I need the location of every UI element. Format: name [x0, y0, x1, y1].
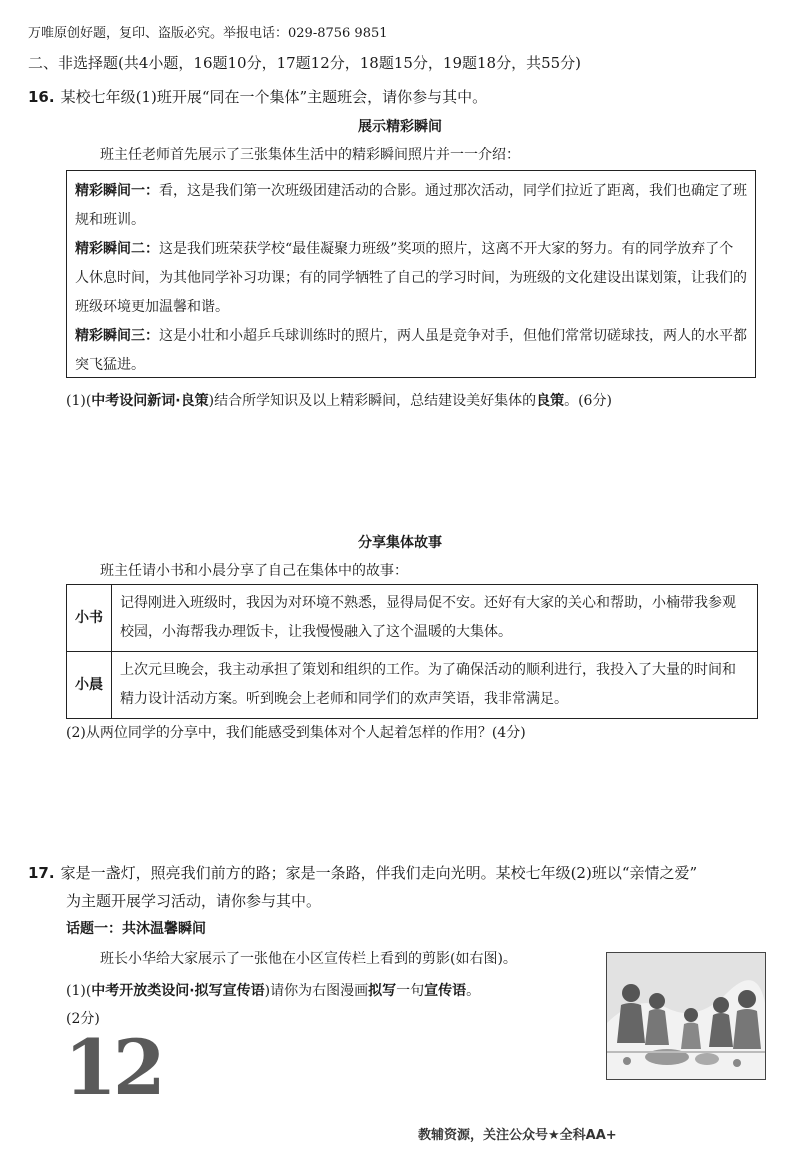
- q16-part2-title: 分享集体故事: [358, 535, 442, 551]
- q16-sub2: (2)从两位同学的分享中，我们能感受到集体对个人起着怎样的作用？(4分): [66, 725, 526, 741]
- q17-stem-line2: 为主题开展学习活动，请你参与其中。: [66, 892, 322, 910]
- q17-topic1-intro: 班长小华给大家展示了一张他在小区宣传栏上看到的剪影(如右图)。: [100, 951, 517, 967]
- q17-sub1-bold1: 拟写: [368, 983, 397, 999]
- q16-part1-intro: 班主任老师首先展示了三张集体生活中的精彩瞬间照片并一一介绍：: [100, 147, 520, 163]
- table-row: [67, 652, 758, 719]
- q17-number: 17.: [28, 864, 55, 882]
- q17-sub1-score: (2分): [66, 1011, 100, 1027]
- family-silhouette-illustration: [606, 952, 766, 1080]
- q17-sub1-bold2: 宣传语: [424, 983, 467, 999]
- q17-sub1-prefix: (1)(: [66, 983, 92, 999]
- q16-sub1-mid: )结合所学知识及以上精彩瞬间，总结建设美好集体的: [208, 393, 537, 409]
- moment-text: 看，这是我们第一次班级团建活动的合影。通过那次活动，同学们拉近了距离，我们也确定了班规和班训。: [75, 183, 747, 228]
- moment-3: [75, 322, 747, 380]
- moment-1: [75, 177, 747, 235]
- page-number: 12: [64, 1023, 162, 1112]
- story-text: 记得刚进入班级时，我因为对环境不熟悉，显得局促不安。还好有大家的关心和帮助，小楠带我参观校园，小海帮我办理饭卡，让我慢慢融入了这个温暖的大集体。: [112, 585, 758, 652]
- q17-sub1-tag: 中考开放类设问·拟写宣传语: [91, 983, 265, 999]
- moment-text: 这是我们班荣获学校“最佳凝聚力班级”奖项的照片，这离不开大家的努力。有的同学放弃了个人休息时间，为其他同学补习功课；有的同学牺牲了自己的学习时间，为班级的文化建设出谋划策，让我们的班级环境更加温馨和谐。: [75, 241, 747, 315]
- q16-part2-intro: 班主任请小书和小晨分享了自己在集体中的故事：: [100, 563, 408, 579]
- moment-text: 这是小壮和小超乒乓球训练时的照片，两人虽是竞争对手，但他们常常切磋球技，两人的水平都突飞猛进。: [75, 328, 747, 373]
- story-name: 小晨: [67, 652, 112, 719]
- q17-topic1: 话题一：共沐温馨瞬间: [66, 921, 206, 937]
- moment-label: 精彩瞬间二：: [75, 241, 159, 257]
- q17-stem-line1: [28, 862, 697, 883]
- moment-label: 精彩瞬间三：: [75, 328, 159, 344]
- table-row: [67, 585, 758, 652]
- q17-stem-1: 家是一盏灯，照亮我们前方的路；家是一条路，伴我们走向光明。某校七年级(2)班以“亲情之爱”: [60, 864, 698, 882]
- q16-sub1-tag: 中考设问新词·良策: [91, 393, 209, 409]
- story-name: 小书: [67, 585, 112, 652]
- moments-box: [66, 170, 756, 378]
- footer-text: 教辅资源，关注公众号★全科AA+: [418, 1128, 617, 1143]
- q17-sub1-suffix: 。: [466, 983, 481, 999]
- q16-stem-line: [28, 86, 487, 107]
- moment-2: [75, 235, 747, 322]
- story-text: 上次元旦晚会，我主动承担了策划和组织的工作。为了确保活动的顺利进行，我投入了大量的时间和精力设计活动方案。听到晚会上老师和同学们的欢声笑语，我非常满足。: [112, 652, 758, 719]
- q16-sub1-suffix: 。(6分): [564, 393, 612, 409]
- stories-table: [66, 584, 758, 719]
- q17-sub1: [66, 980, 480, 1000]
- q16-number: 16.: [28, 88, 55, 106]
- q16-sub1: [66, 390, 612, 410]
- family-illustration-svg: [607, 953, 765, 1079]
- q16-stem: 某校七年级(1)班开展“同在一个集体”主题班会，请你参与其中。: [60, 88, 488, 106]
- header-notice: 万唯原创好题，复印、盗版必究。举报电话：029-8756 9851: [28, 26, 388, 41]
- q16-sub1-bold: 良策: [536, 393, 565, 409]
- q17-sub1-mid2: 一句: [396, 983, 425, 999]
- section-title: 二、非选择题(共4小题，16题10分，17题12分，18题15分，19题18分，共55分): [28, 54, 582, 72]
- q16-sub1-prefix: (1)(: [66, 393, 92, 409]
- moment-label: 精彩瞬间一：: [75, 183, 159, 199]
- q16-part1-title: 展示精彩瞬间: [358, 119, 442, 135]
- q17-sub1-mid: )请你为右图漫画: [264, 983, 369, 999]
